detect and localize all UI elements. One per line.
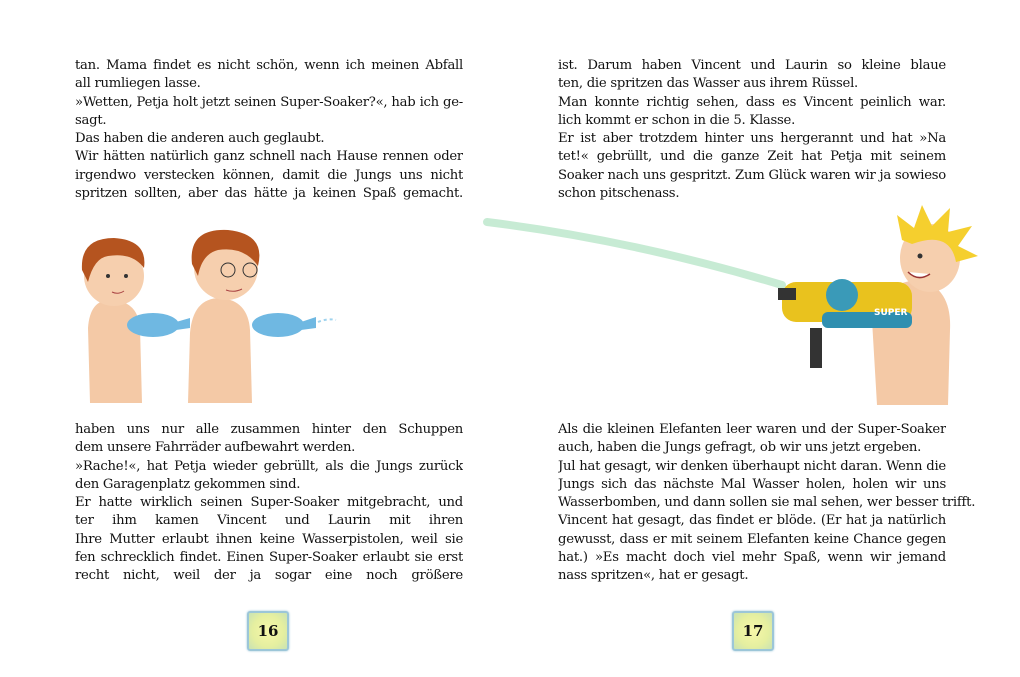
text-line: Soaker nach uns gespritzt. Zum Glück waren wir ja sowieso [558,167,946,183]
text-line: Vincent hat gesagt, das findet er blöde. (Er hat ja natürlich [558,513,946,529]
paragraph [558,458,976,513]
elephant-sprayer-left [127,313,190,337]
text-line: tan. Mama findet es nicht schön, wenn ich meinen Abfall [75,58,463,73]
right-page-bottom-text [558,421,976,586]
text-line: Er hatte wirklich seinen Super-Soaker mitgebracht, und [75,495,463,511]
text-line: lich kommt er schon in die 5. Klasse. [558,112,796,128]
text-line: dem unsere Fahrräder aufbewahrt werden. [75,440,356,456]
text-line: »Wetten, Petja holt jetzt seinen Super-Soaker?«, hab ich ge- [75,94,463,110]
text-line: tet!« gebrüllt, und die ganze Zeit hat Petja mit seinem [558,149,946,165]
paragraph [558,130,946,203]
paragraph [558,421,946,458]
paragraph [75,94,463,131]
page-number-right: 17 [732,611,774,651]
text-line: Wasserbomben, und dann sollen sie mal sehen, wer besser trifft. [558,495,976,511]
text-line: »Rache!«, hat Petja wieder gebrüllt, als die Jungs zurück [75,458,463,474]
right-page-top-text [558,57,946,203]
text-line: ter ihm kamen Vincent und Laurin mit ihren [75,513,463,529]
left-page-bottom-text [75,421,463,586]
text-line: Das haben die anderen auch geglaubt. [75,131,325,147]
text-line: Als die kleinen Elefanten leer waren und der Super-Soaker [558,422,946,437]
text-line: nass spritzen«, hat er gesagt. [558,568,749,584]
page-number-left: 16 [247,611,289,651]
text-line: haben uns nur alle zusammen hinter den Schuppen [75,422,463,437]
text-line: ist. Darum haben Vincent und Laurin so kleine blaue [558,58,946,73]
text-line: schon pitschenass. [558,186,680,202]
boy-right-with-glasses [188,230,259,403]
paragraph [558,512,946,585]
paragraph [558,94,946,131]
elephant-sprayer-right [252,313,336,337]
soaker-label: SUPER [874,308,908,318]
text-line: hat.) »Es macht doch viel mehr Spaß, wenn wir jemand [558,550,946,566]
text-line: all rumliegen lasse. [75,76,201,92]
paragraph [75,57,463,94]
text-line: irgendwo verstecken können, damit die Jungs uns nicht [75,167,463,183]
text-line: spritzen sollten, aber das hätte ja keinen Spaß gemacht. [75,186,463,202]
paragraph [75,494,463,585]
text-line: sagt. [75,112,107,128]
text-line: Ihre Mutter erlaubt ihnen keine Wasserpistolen, weil sie [75,531,463,547]
text-line: Jul hat gesagt, wir denken überhaupt nicht daran. Wenn die [558,458,946,474]
left-page-top-text [75,57,463,203]
paragraph [75,148,463,203]
text-line: Jungs sich das nächste Mal Wasser holen, holen wir uns [558,476,946,492]
text-line: Wir hätten natürlich ganz schnell nach Hause rennen oder [75,149,463,165]
text-line: den Garagenplatz gekommen sind. [75,476,301,492]
paragraph [558,57,946,94]
text-line: gewusst, dass er mit seinem Elefanten keine Chance gegen [558,531,946,547]
water-stream [487,222,782,285]
text-line: recht nicht, weil der ja sogar eine noch größere [75,568,463,584]
illustration-two-boys-with-elephant-sprayers [68,218,348,408]
text-line: Er ist aber trotzdem hinter uns hergerannt und hat »Na [558,131,946,147]
text-line: ten, die spritzen das Wasser aus ihrem Rüssel. [558,76,858,92]
text-line: Man konnte richtig sehen, dass es Vincent peinlich war. [558,94,946,110]
text-line: auch, haben die Jungs gefragt, ob wir uns jetzt ergeben. [558,440,922,456]
paragraph [75,130,463,148]
illustration-boy-with-super-soaker [482,200,1002,410]
text-line: fen schrecklich findet. Einen Super-Soaker erlaubt sie erst [75,550,463,566]
paragraph [75,458,463,495]
paragraph [75,421,463,458]
